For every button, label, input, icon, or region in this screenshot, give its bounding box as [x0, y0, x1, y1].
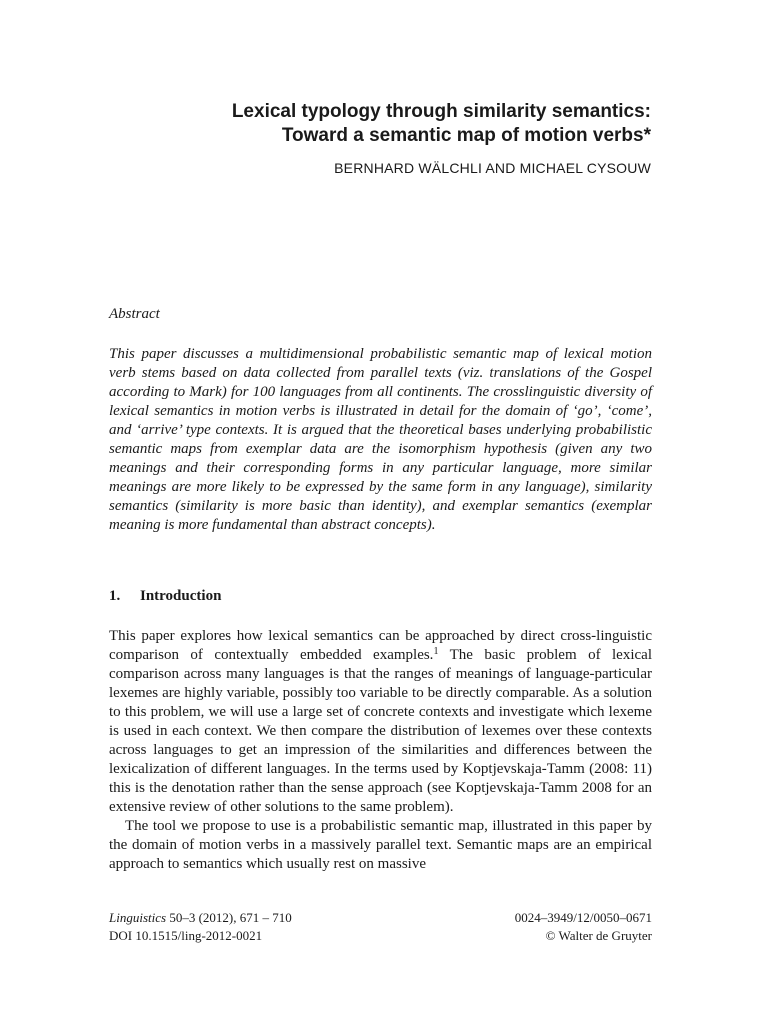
journal-citation [109, 909, 292, 927]
paper-title-line-1: Lexical typology through similarity semantics: [231, 101, 651, 122]
paper-authors: BERNHARD WÄLCHLI AND MICHAEL CYSOUW [334, 160, 651, 176]
footer-row [109, 909, 652, 927]
copyright: © Walter de Gruyter [545, 928, 652, 943]
section-title: Introduction [140, 588, 222, 604]
journal-name: Linguistics [109, 910, 167, 925]
section-number: 1. [109, 588, 121, 604]
abstract-heading: Abstract [109, 306, 160, 322]
title-block [232, 100, 651, 176]
footer-row [109, 927, 652, 945]
paragraph: The tool we propose to use is a probabilistic semantic map, illustrated in this paper by the domain of motion verbs in a massively parallel text. Semantic maps are an empirical approach to semantics which usually rest on massive [109, 818, 652, 872]
abstract-text: This paper discusses a multidimensional probabilistic semantic map of lexical motion verb stems based on data collected from parallel texts (viz. translations of the Gospel according to Mark) for 100 languages from all continents. The crosslinguistic diversity of lexical semantics in motion verbs is illustrated in detail for the domain of ‘go’, ‘come’, and ‘arrive’ type contexts. It is argued that the theoretical bases underlying probabilistic semantic maps from exemplar data are the isomorphism hypothesis (given any two meanings and their corresponding forms in any particular language, more similar meanings are more likely to be expressed by the same form in any language), similarity semantics (similarity is more basic than identity), and exemplar semantics (exemplar meaning is more fundamental than abstract concepts). [109, 346, 652, 533]
footnote-marker[interactable]: 1 [433, 646, 439, 657]
section-heading [109, 588, 221, 605]
paragraph-text: The basic problem of lexical comparison across many languages is that the ranges of meanings of language-particular lexemes are highly variable, possibly too variable to be directly comparable. As a solution to this problem, we will use a large set of concrete contexts and investigate which lexeme is used in each context. We then compare the distribution of lexemes over these contexts across languages to get an impression of the similarities and differences between the lexicalization of different languages. In the terms used by Koptjevskaja-Tamm (2008: 11) this is the denotation rather than the sense approach (see Koptjevskaja-Tamm 2008 for an extensive review of other solutions to the same problem). [109, 647, 652, 815]
introduction-body [109, 627, 652, 874]
citation-details: 50–3 (2012), 671 – 710 [166, 910, 292, 925]
page-footer [109, 909, 652, 945]
paragraph-text: This paper explores how lexical semantics can be approached by direct cross-linguistic comparison of contextually embedded examples. [109, 628, 652, 663]
issn: 0024–3949/12/0050–0671 [514, 910, 652, 925]
paragraph [109, 627, 652, 817]
paper-title-line-2: Toward a semantic map of motion verbs* [281, 125, 651, 146]
doi[interactable]: DOI 10.1515/ling-2012-0021 [109, 928, 263, 943]
